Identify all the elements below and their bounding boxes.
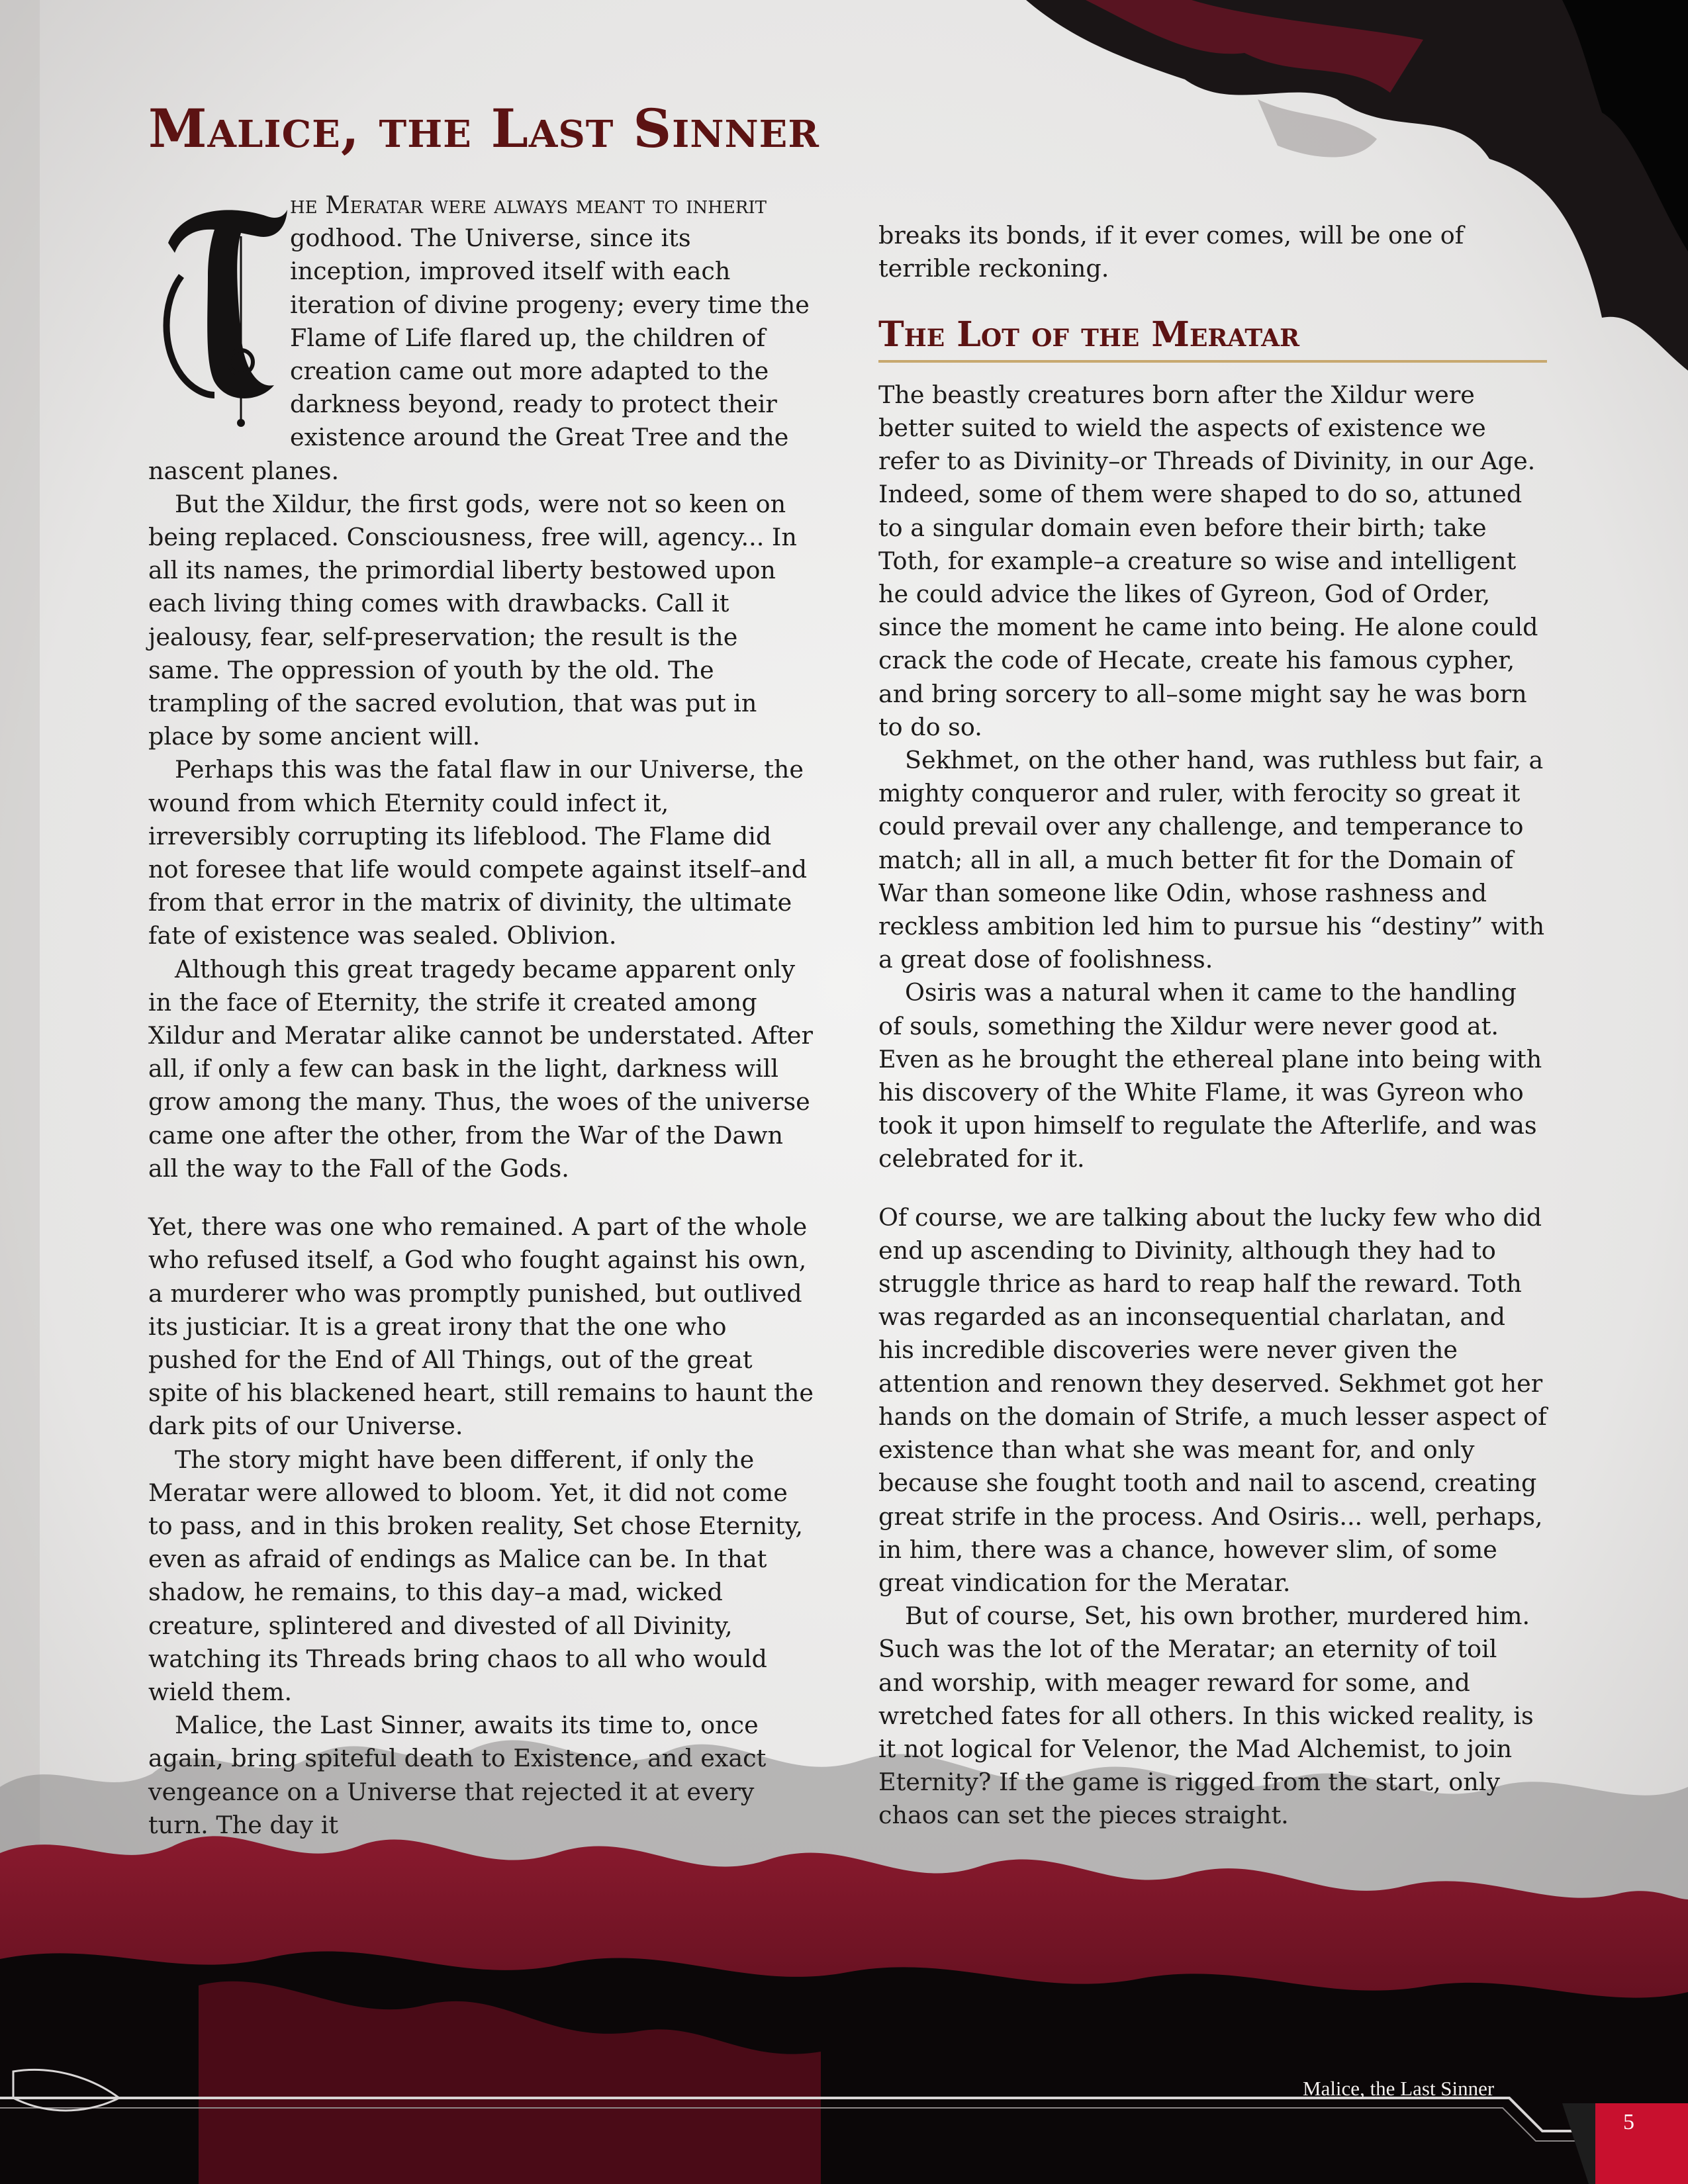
running-footer-title: Malice, the Last Sinner	[1303, 2077, 1495, 2100]
drop-cap	[142, 197, 290, 428]
body-paragraph: The story might have been different, if only the Meratar were allowed to bloom. Yet, it did not come to pass, and in this broken reality, Set chose Eternity, even as afraid of endings as Malice can be. In that shadow, he remains, to this day–a mad, wicked creature, splintered and divested of all Divinity, watching its Threads bring chaos to all who would wield them.	[148, 1445, 803, 1706]
opening-paragraph-text: godhood. The Universe, since its inception, improved itself with each iteration of divine progeny; every time the Flame of Life flared up, the children of creation came out more adapted to the darkness beyond, ready to protect their existence around the Great Tree and the nascent planes.	[148, 224, 810, 485]
body-paragraph: Osiris was a natural when it came to the handling of souls, something the Xildur were never good at. Even as he brought the ethereal plane into being with his discovery of the White Flame, it was Gyreon who took it upon himself to regulate the Afterlife, and was celebrated for it.	[878, 978, 1542, 1173]
page-number: 5	[1623, 2110, 1634, 2134]
section-heading: The Lot of the Meratar	[878, 314, 1547, 362]
page-title: Malice, the Last Sinner	[148, 97, 820, 159]
body-paragraph: But of course, Set, his own brother, murdered him. Such was the lot of the Meratar; an eternity of toil and worship, with meager reward for some, and wretched fates for all others. In this wicked reality, is it not logical for Velenor, the Mad Alchemist, to join Eternity? If the game is rigged from the start, only chaos can set the pieces straight.	[878, 1602, 1534, 1830]
left-column	[148, 189, 817, 1842]
body-paragraph: Yet, there was one who remained. A part of the whole who refused itself, a God who fought against his own, a murderer who was promptly punished, but outlived its justiciar. It is a great irony that the one who pushed for the End of All Things, out of the great spite of his blackened heart, still remains to haunt the dark pits of our Universe.	[148, 1212, 814, 1441]
body-paragraph: Of course, we are talking about the lucky few who did end up ascending to Divinity, although they had to struggle thrice as hard to reap half the reward. Toth was regarded as an inconsequential charlatan, and his incredible discoveries were never given the attention and renown they deserved. Sekhmet got her hands on the domain of Strife, a much lesser aspect of existence than what she was meant for, and only because she fought tooth and nail to ascend, creating great strife in the process. And Osiris... well, perhaps, in him, there was a chance, however slim, of some great vindication for the Meratar.	[878, 1203, 1547, 1597]
continued-paragraph: breaks its bonds, if it ever comes, will be one of terrible reckoning.	[878, 221, 1464, 283]
body-paragraph: Perhaps this was the fatal flaw in our Universe, the wound from which Eternity could infect it, irreversibly corrupting its lifeblood. The Flame did not foresee that life would compete against itself–and from that error in the matrix of divinity, the ultimate fate of existence was sealed. Oblivion.	[148, 755, 808, 950]
body-paragraph: Malice, the Last Sinner, awaits its time to, once again, bring spiteful death to Existence, and exact vengeance on a Universe that rejected it at every turn. The day it	[148, 1711, 767, 1839]
body-paragraph: Although this great tragedy became apparent only in the face of Eternity, the strife it created among Xildur and Meratar alike cannot be understated. After all, if only a few can bask in the light, darkness will grow among the many. Thus, the woes of the universe came one after the other, from the War of the Dawn all the way to the Fall of the Gods.	[148, 954, 813, 1183]
body-paragraph: The beastly creatures born after the Xildur were better suited to wield the aspects of existence we refer to as Divinity–or Threads of Divinity, in our Age. Indeed, some of them were shaped to do so, attuned to a singular domain even before their birth; take Toth, for example–a creature so wise and intelligent he could advice the likes of Gyreon, God of Order, since the moment he came into being. He alone could crack the code of Hecate, create his famous cypher, and bring sorcery to all–some might say he was born to do so.	[878, 380, 1538, 741]
drop-cap-ornament	[142, 197, 290, 428]
right-column	[878, 219, 1547, 1833]
body-paragraph: But the Xildur, the first gods, were not so keen on being replaced. Consciousness, free will, agency... In all its names, the primordial liberty bestowed upon each living thing comes with drawbacks. Call it jealousy, fear, self-preservation; the result is the same. The oppression of youth by the old. The trampling of the sacred evolution, that was put in place by some ancient will.	[148, 489, 797, 751]
lead-in-text: he Meratar were always meant to inherit	[290, 191, 767, 219]
body-paragraph: Sekhmet, on the other hand, was ruthless but fair, a mighty conqueror and ruler, with ferocity so great it could prevail over any challenge, and temperance to match; all in all, a much better fit for the Domain of War than someone like Odin, whose rashness and reckless ambition led him to pursue his “destiny” with a great dose of foolishness.	[878, 746, 1545, 974]
